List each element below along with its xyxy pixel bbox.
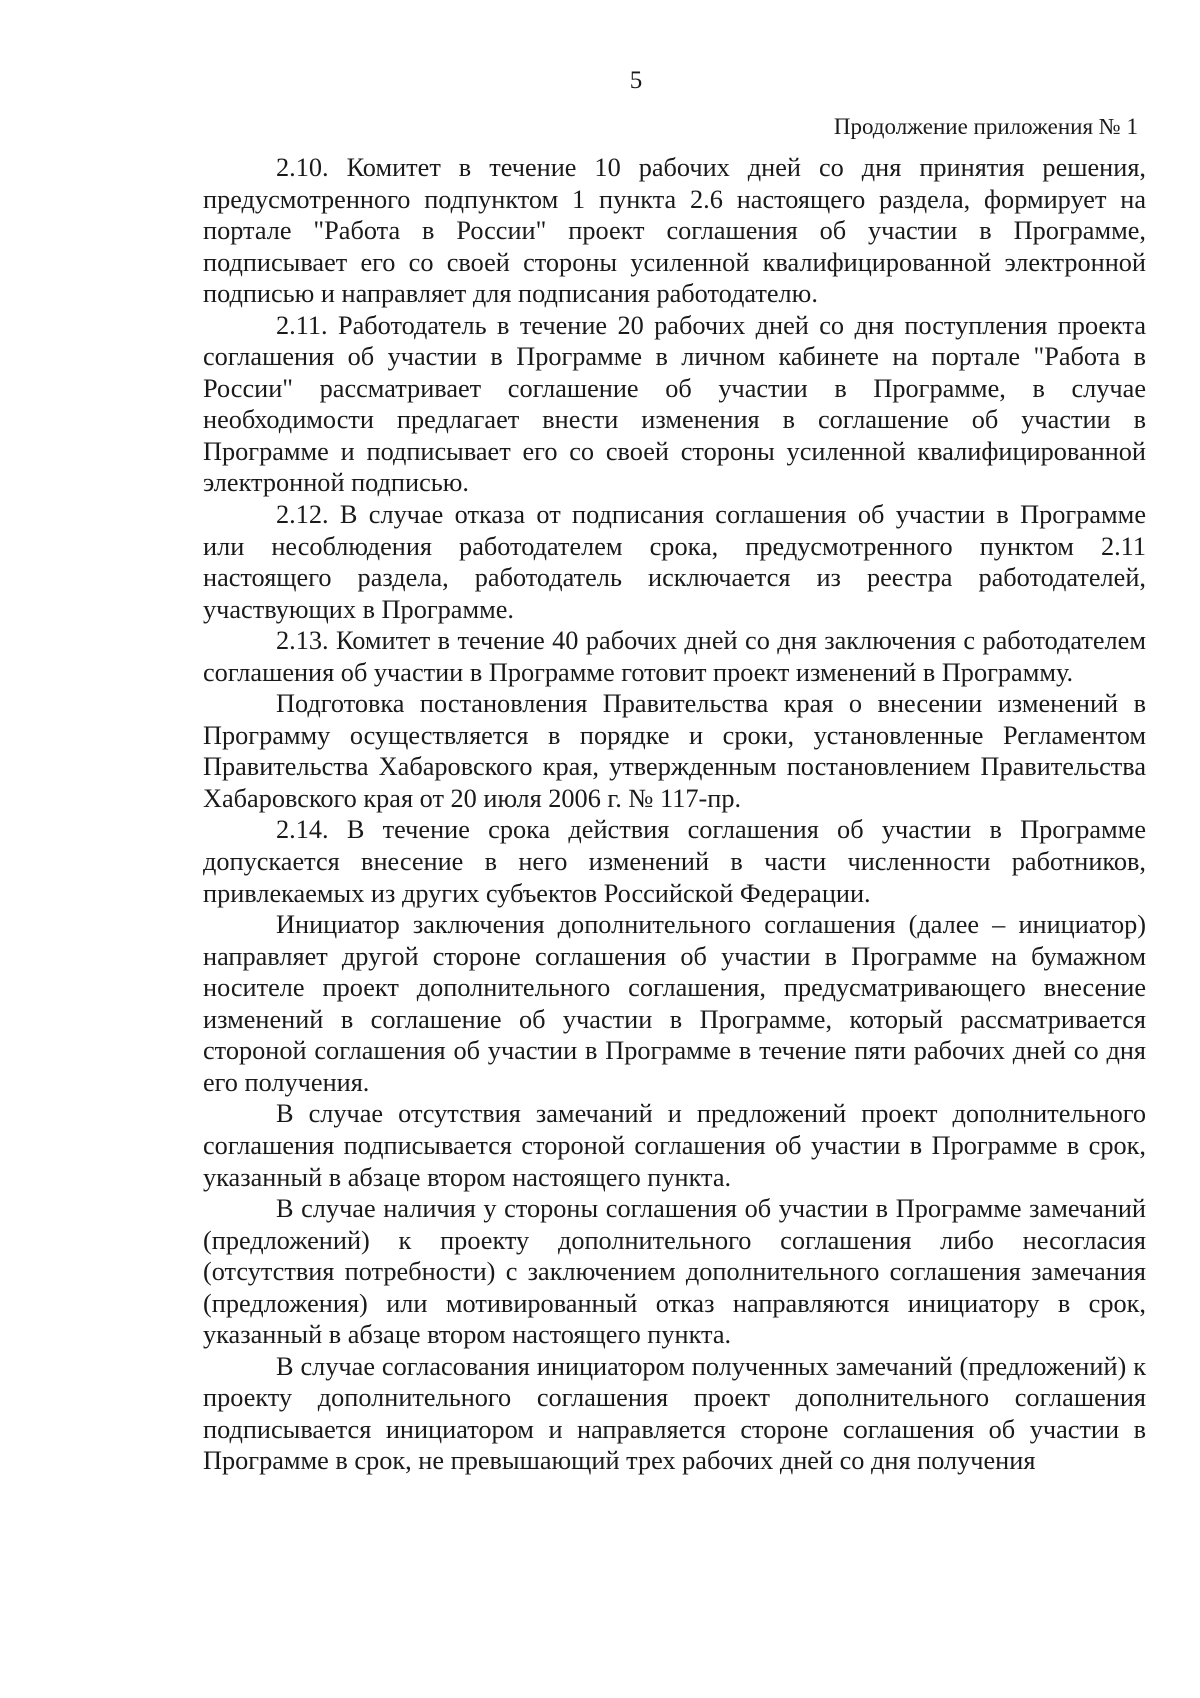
paragraph-2-14-remarks: В случае наличия у стороны соглашения об участии в Программе замечаний (предложений) к проекту дополнительного соглашения либо несогласия (отсутствия потребности) с заключением дополнительного соглашения замечания (предложения) или мотивированный отказ направляются инициатору в срок, указанный в абзаце втором настоящего пункта.: [203, 1194, 1146, 1350]
paragraph-2-14-initiator: Инициатор заключения дополнительного соглашения (далее – инициатор) направляет другой стороне соглашения об участии в Программе на бумажном носителе проект дополнительного соглашения, предусматривающего внесение изменений в соглашение об участии в Программе, который рассматривается стороной соглашения об участии в Программе в течение пяти рабочих дней со дня его получения.: [203, 910, 1146, 1097]
page-number: 5: [629, 67, 643, 94]
paragraph-2-11: 2.11. Работодатель в течение 20 рабочих дней со дня поступления проекта соглашения об участии в Программе в личном кабинете на портале "Работа в России" рассматривает соглашение об участии в Программе, в случае необходимости предлагает внести изменения в соглашение об участии в Программе и подписывает его со своей стороны усиленной квалифицированной электронной подписью.: [203, 310, 1146, 498]
paragraph-2-14: 2.14. В течение срока действия соглашения об участии в Программе допускается внесение в него изменений в части численности работников, привлекаемых из других субъектов Российской Федерации.: [203, 815, 1146, 908]
paragraph-2-10: 2.10. Комитет в течение 10 рабочих дней со дня принятия решения, предусмотренного подпунктом 1 пункта 2.6 настоящего раздела, формирует на портале "Работа в России" проект соглашения об участии в Программе, подписывает его со своей стороны усиленной квалифицированной электронной подписью и направляет для подписания работодателю.: [203, 153, 1146, 309]
document-body: [203, 152, 1146, 1477]
paragraph-2-12: 2.12. В случае отказа от подписания соглашения об участии в Программе или несоблюдения работодателем срока, предусмотренного пунктом 2.11 настоящего раздела, работодатель исключается из реестра работодателей, участвующих в Программе.: [203, 500, 1146, 624]
appendix-continuation-label: Продолжение приложения № 1: [833, 114, 1138, 139]
paragraph-2-14-approval: В случае согласования инициатором полученных замечаний (предложений) к проекту дополнительного соглашения проект дополнительного соглашения подписывается инициатором и направляется стороне соглашения об участии в Программе в срок, не превышающий трех рабочих дней со дня получения: [203, 1351, 1146, 1476]
paragraph-2-13: 2.13. Комитет в течение 40 рабочих дней со дня заключения с работодателем соглашения об участии в Программе готовит проект изменений в Программу.: [203, 626, 1146, 687]
paragraph-2-13-regulation: Подготовка постановления Правительства края о внесении изменений в Программу осуществляется в порядке и сроки, установленные Регламентом Правительства Хабаровского края, утвержденным постановлением Правительства Хабаровского края от 20 июля 2006 г. № 117-пр.: [203, 689, 1146, 813]
paragraph-2-14-no-remarks: В случае отсутствия замечаний и предложений проект дополнительного соглашения подписывается стороной соглашения об участии в Программе в срок, указанный в абзаце втором настоящего пункта.: [203, 1099, 1146, 1192]
